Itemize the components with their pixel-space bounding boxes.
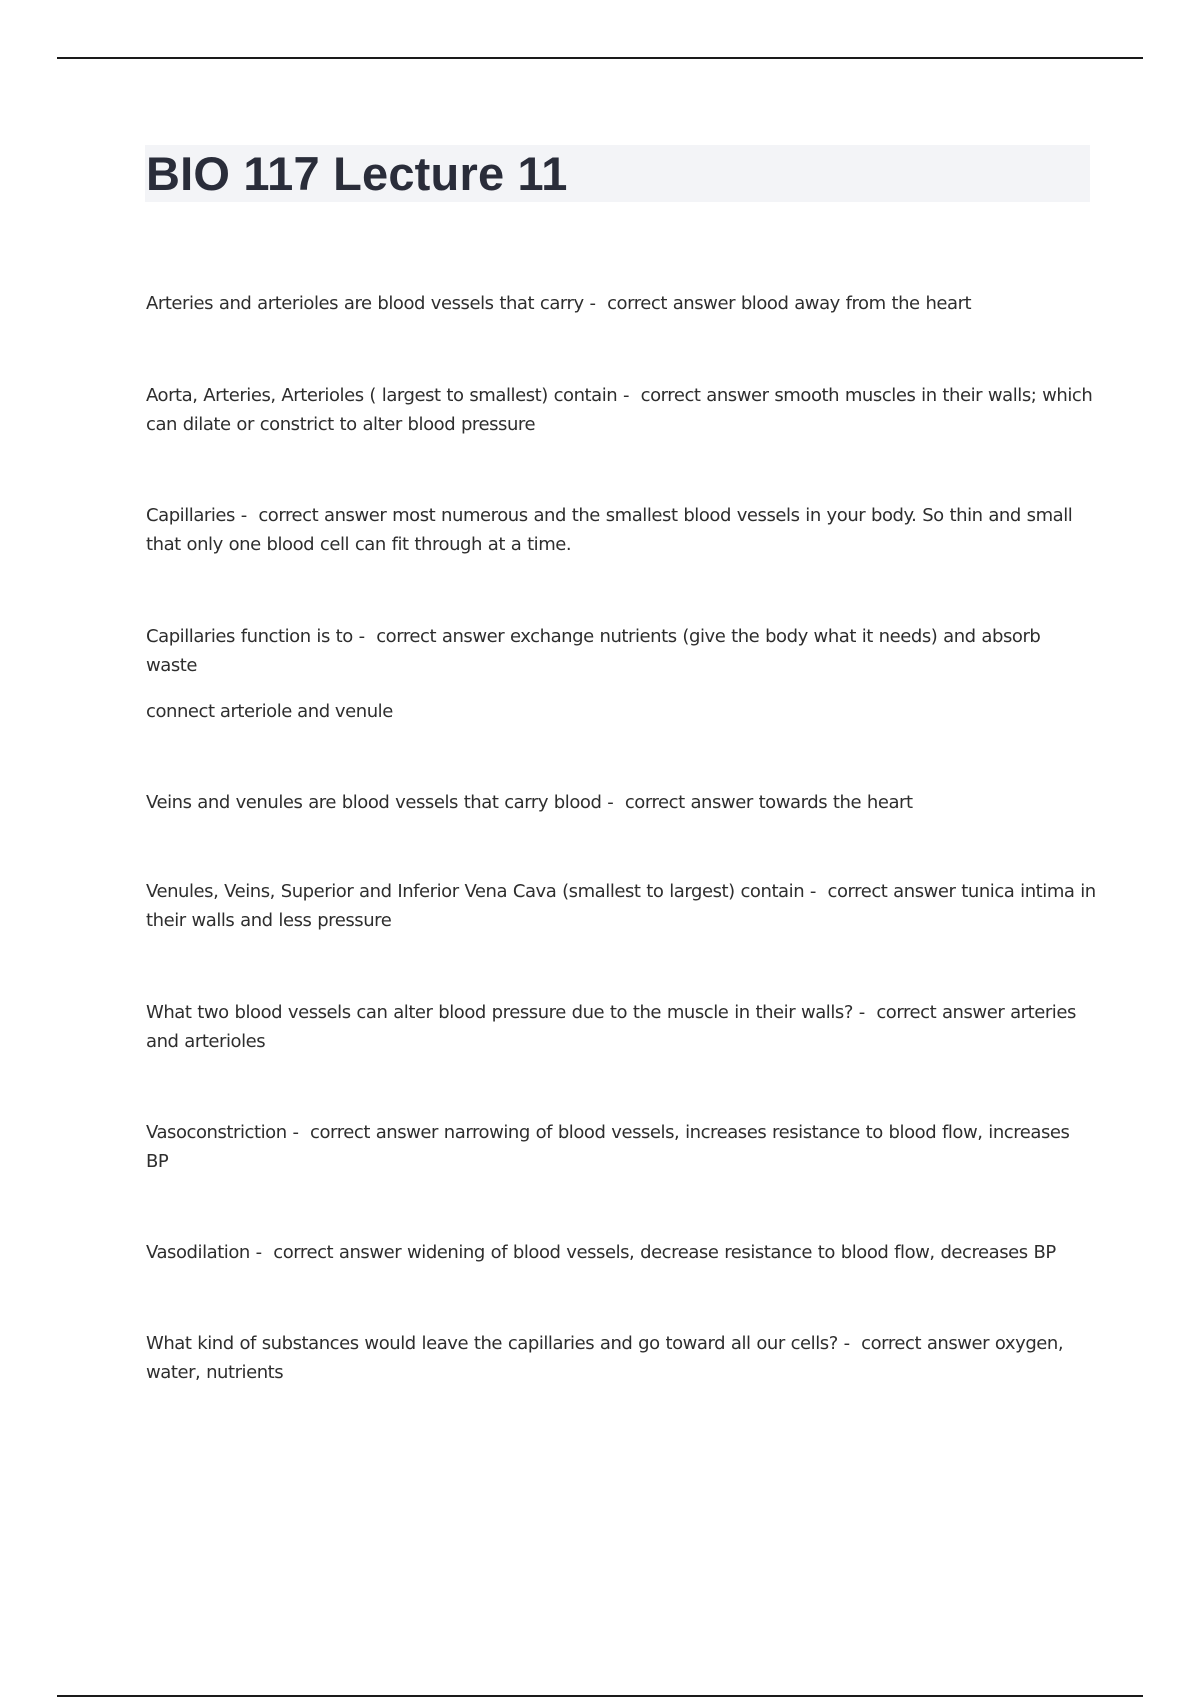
separator: - xyxy=(583,293,608,314)
question-text: Capillaries xyxy=(146,505,235,526)
answer-prefix: correct answer xyxy=(640,385,769,406)
answer-prefix: correct answer xyxy=(827,881,956,902)
separator: - xyxy=(352,626,377,647)
question-text: Venules, Veins, Superior and Inferior Vena Cava (smallest to largest) contain xyxy=(146,881,805,902)
separator: - xyxy=(601,792,625,813)
qa-card-5 xyxy=(146,788,1096,817)
qa-card-7 xyxy=(146,998,1096,1056)
separator: - xyxy=(234,505,259,526)
separator: - xyxy=(249,1242,274,1263)
answer-prefix: correct answer xyxy=(607,293,736,314)
answer-text: oxygen, water, nutrients xyxy=(146,1333,1064,1383)
page-title: BIO 117 Lecture 11 xyxy=(146,147,568,200)
answer-prefix: correct answer xyxy=(310,1122,439,1143)
qa-card-2 xyxy=(146,381,1096,439)
qa-card-8 xyxy=(146,1118,1096,1176)
answer-text: exchange nutrients (give the body what it needs) and absorb waste xyxy=(146,626,1041,676)
question-text: Capillaries function is to xyxy=(146,626,353,647)
separator: - xyxy=(804,881,828,902)
qa-card-9 xyxy=(146,1238,1096,1267)
qa-card-4-extra: connect arteriole and venule xyxy=(146,701,393,722)
answer-text: widening of blood vessels, decrease resistance to blood flow, decreases BP xyxy=(407,1242,1056,1263)
qa-card-10 xyxy=(146,1329,1096,1387)
question-text: Vasodilation xyxy=(146,1242,250,1263)
separator: - xyxy=(286,1122,311,1143)
qa-card-3 xyxy=(146,501,1096,559)
answer-prefix: correct answer xyxy=(258,505,387,526)
question-text: Aorta, Arteries, Arterioles ( largest to smallest) contain xyxy=(146,385,618,406)
top-rule xyxy=(57,57,1143,59)
separator: - xyxy=(852,1002,877,1023)
question-text: Arteries and arterioles are blood vessels that carry xyxy=(146,293,584,314)
answer-prefix: correct answer xyxy=(861,1333,990,1354)
question-text: Vasoconstriction xyxy=(146,1122,287,1143)
answer-text: arteries and arterioles xyxy=(146,1002,1076,1052)
answer-prefix: correct answer xyxy=(273,1242,402,1263)
answer-prefix: correct answer xyxy=(876,1002,1005,1023)
answer-text: most numerous and the smallest blood vessels in your body. So thin and small that only one blood cell can fit through at a time. xyxy=(146,505,1073,555)
question-text: Veins and venules are blood vessels that carry blood xyxy=(146,792,602,813)
answer-prefix: correct answer xyxy=(376,626,505,647)
question-text: What kind of substances would leave the capillaries and go toward all our cells? xyxy=(146,1333,838,1354)
qa-card-1 xyxy=(146,289,1096,318)
question-text: What two blood vessels can alter blood pressure due to the muscle in their walls? xyxy=(146,1002,853,1023)
qa-card-4 xyxy=(146,622,1096,680)
separator: - xyxy=(617,385,641,406)
answer-text: tunica intima in their walls and less pressure xyxy=(146,881,1096,931)
answer-text: blood away from the heart xyxy=(740,293,972,314)
answer-text: towards the heart xyxy=(758,792,913,813)
answer-text: narrowing of blood vessels, increases resistance to blood flow, increases BP xyxy=(146,1122,1070,1172)
bottom-rule xyxy=(57,1695,1143,1697)
answer-prefix: correct answer xyxy=(624,792,753,813)
answer-text: smooth muscles in their walls; which can dilate or constrict to alter blood pressure xyxy=(146,385,1093,435)
qa-card-6 xyxy=(146,877,1096,935)
separator: - xyxy=(837,1333,862,1354)
